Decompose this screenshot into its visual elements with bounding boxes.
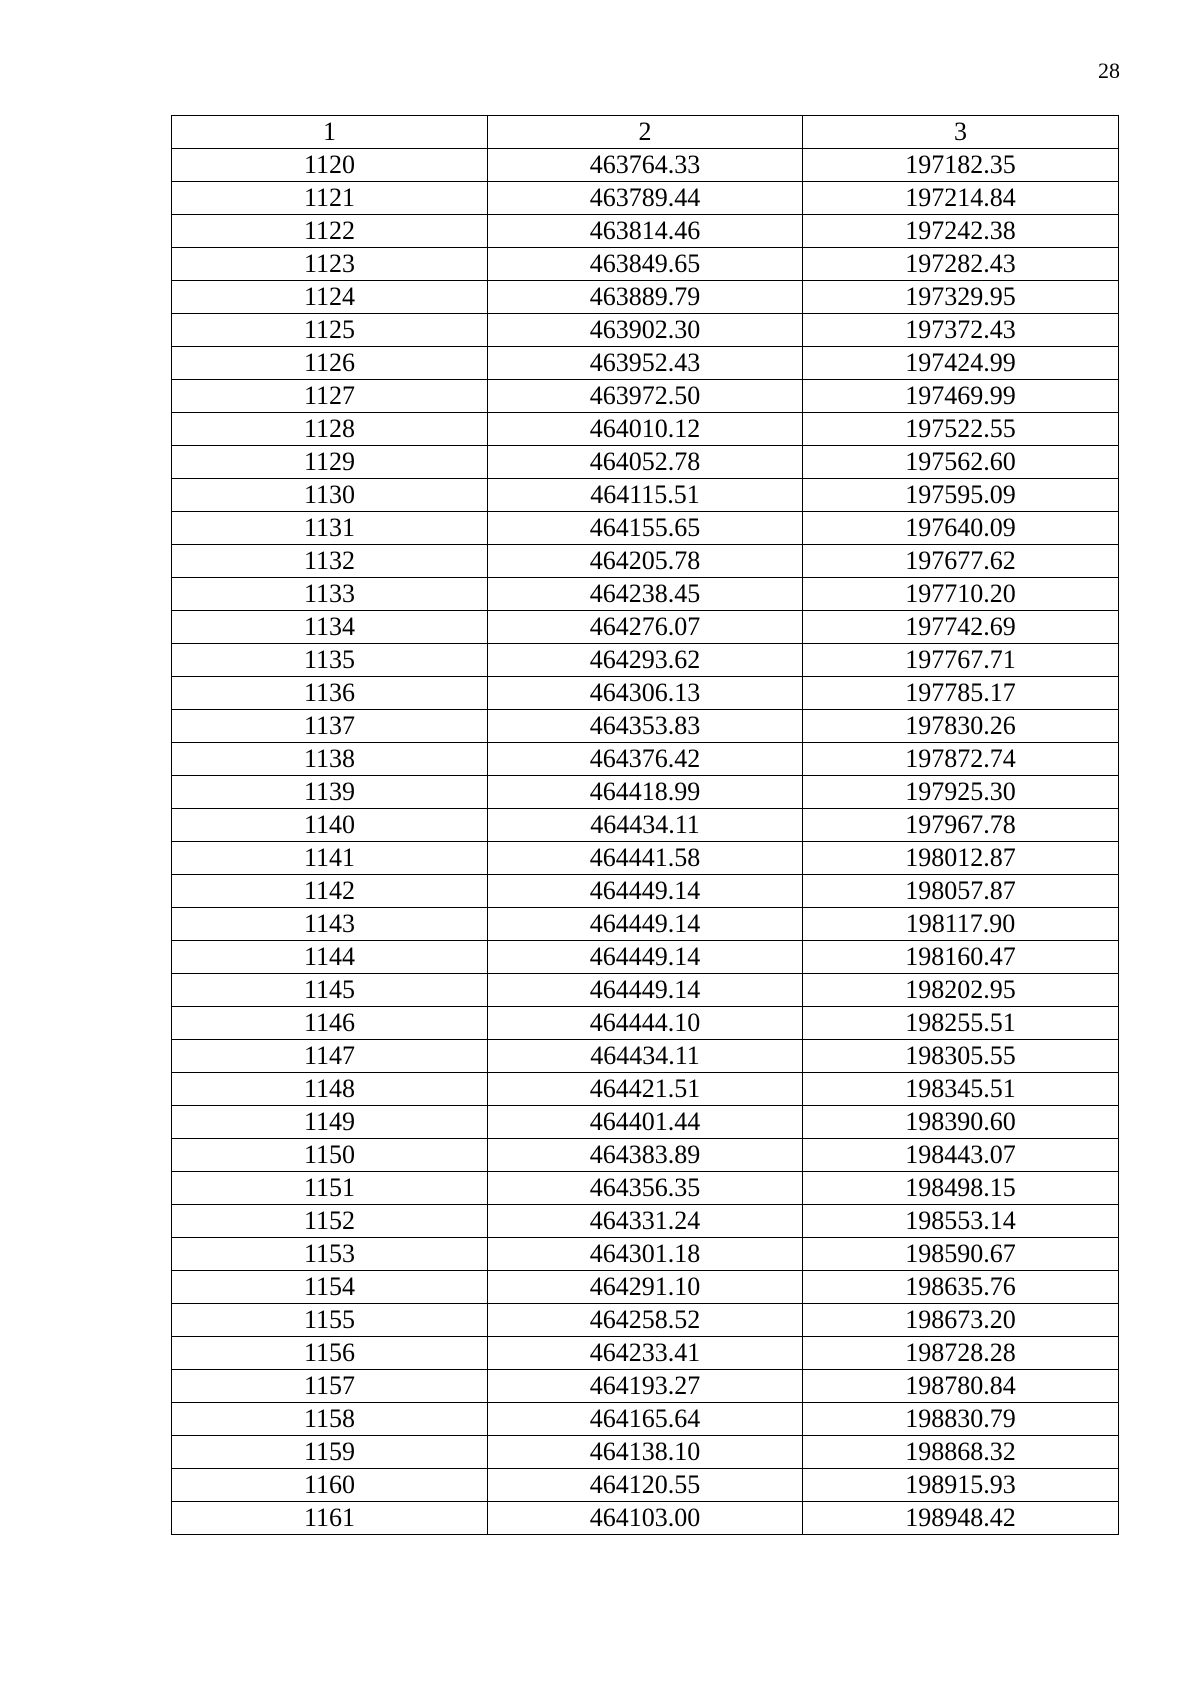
table-cell-col-2: 463889.79 (488, 281, 803, 314)
table-row (172, 446, 1119, 479)
table-cell-col-2: 464449.14 (488, 974, 803, 1007)
table-cell-col-2: 464383.89 (488, 1139, 803, 1172)
table-cell-col-3: 197214.84 (803, 182, 1119, 215)
column-header-2: 2 (488, 116, 803, 149)
table-cell-col-1: 1146 (172, 1007, 488, 1040)
table-row (172, 1040, 1119, 1073)
table-row (172, 380, 1119, 413)
table-cell-col-3: 198345.51 (803, 1073, 1119, 1106)
table-row (172, 1205, 1119, 1238)
table-cell-col-1: 1153 (172, 1238, 488, 1271)
table-row (172, 215, 1119, 248)
table-cell-col-2: 464155.65 (488, 512, 803, 545)
table-cell-col-3: 198915.93 (803, 1469, 1119, 1502)
table-cell-col-3: 198635.76 (803, 1271, 1119, 1304)
table-cell-col-1: 1156 (172, 1337, 488, 1370)
table-cell-col-2: 464205.78 (488, 545, 803, 578)
column-header-3: 3 (803, 116, 1119, 149)
table-cell-col-2: 464449.14 (488, 908, 803, 941)
table-cell-col-3: 198202.95 (803, 974, 1119, 1007)
table-cell-col-2: 464434.11 (488, 809, 803, 842)
table-cell-col-1: 1128 (172, 413, 488, 446)
table-cell-col-1: 1161 (172, 1502, 488, 1535)
table-cell-col-2: 463814.46 (488, 215, 803, 248)
table-row (172, 479, 1119, 512)
table-row (172, 644, 1119, 677)
table-cell-col-2: 464010.12 (488, 413, 803, 446)
table-row (172, 314, 1119, 347)
table-row (172, 149, 1119, 182)
table-cell-col-3: 197830.26 (803, 710, 1119, 743)
table-row (172, 1403, 1119, 1436)
table-cell-col-1: 1139 (172, 776, 488, 809)
table-cell-col-3: 198498.15 (803, 1172, 1119, 1205)
table-cell-col-1: 1132 (172, 545, 488, 578)
table-row (172, 809, 1119, 842)
table-cell-col-1: 1148 (172, 1073, 488, 1106)
table-cell-col-3: 197872.74 (803, 743, 1119, 776)
table-cell-col-3: 197424.99 (803, 347, 1119, 380)
column-header-1: 1 (172, 116, 488, 149)
table-row (172, 875, 1119, 908)
table-cell-col-2: 463764.33 (488, 149, 803, 182)
table-cell-col-2: 464444.10 (488, 1007, 803, 1040)
table-cell-col-2: 464238.45 (488, 578, 803, 611)
table-header-row (172, 116, 1119, 149)
table-row (172, 710, 1119, 743)
table-cell-col-1: 1157 (172, 1370, 488, 1403)
table-cell-col-3: 198948.42 (803, 1502, 1119, 1535)
table-cell-col-1: 1154 (172, 1271, 488, 1304)
table-cell-col-1: 1138 (172, 743, 488, 776)
table-cell-col-3: 198160.47 (803, 941, 1119, 974)
table-row (172, 611, 1119, 644)
table-cell-col-2: 464301.18 (488, 1238, 803, 1271)
table-row (172, 1304, 1119, 1337)
table-row (172, 1436, 1119, 1469)
table-cell-col-3: 198305.55 (803, 1040, 1119, 1073)
table-cell-col-3: 197640.09 (803, 512, 1119, 545)
table-cell-col-3: 198553.14 (803, 1205, 1119, 1238)
table-cell-col-3: 198443.07 (803, 1139, 1119, 1172)
table-cell-col-1: 1144 (172, 941, 488, 974)
table-cell-col-2: 464353.83 (488, 710, 803, 743)
table-cell-col-1: 1137 (172, 710, 488, 743)
table-cell-col-3: 197925.30 (803, 776, 1119, 809)
table-cell-col-2: 464449.14 (488, 875, 803, 908)
table-cell-col-3: 197677.62 (803, 545, 1119, 578)
table-row (172, 1271, 1119, 1304)
table-row (172, 1502, 1119, 1535)
table-cell-col-2: 464258.52 (488, 1304, 803, 1337)
table-cell-col-1: 1133 (172, 578, 488, 611)
table-cell-col-2: 464449.14 (488, 941, 803, 974)
table-cell-col-3: 198117.90 (803, 908, 1119, 941)
table-row (172, 1337, 1119, 1370)
table-cell-col-3: 197372.43 (803, 314, 1119, 347)
table-cell-col-1: 1160 (172, 1469, 488, 1502)
table-cell-col-3: 198868.32 (803, 1436, 1119, 1469)
table-cell-col-3: 198057.87 (803, 875, 1119, 908)
table-cell-col-1: 1147 (172, 1040, 488, 1073)
table-row (172, 413, 1119, 446)
table-row (172, 908, 1119, 941)
table-cell-col-2: 463849.65 (488, 248, 803, 281)
table-cell-col-1: 1124 (172, 281, 488, 314)
table-row (172, 974, 1119, 1007)
table-cell-col-3: 197595.09 (803, 479, 1119, 512)
table-row (172, 1073, 1119, 1106)
table-cell-col-2: 464115.51 (488, 479, 803, 512)
table-cell-col-2: 464418.99 (488, 776, 803, 809)
table-cell-col-3: 197785.17 (803, 677, 1119, 710)
table-cell-col-1: 1130 (172, 479, 488, 512)
table-row (172, 1007, 1119, 1040)
table-cell-col-3: 197562.60 (803, 446, 1119, 479)
table-cell-col-3: 197767.71 (803, 644, 1119, 677)
table-row (172, 677, 1119, 710)
table-cell-col-1: 1149 (172, 1106, 488, 1139)
coordinates-table (171, 115, 1119, 1535)
table-cell-col-1: 1155 (172, 1304, 488, 1337)
table-cell-col-1: 1143 (172, 908, 488, 941)
table-cell-col-2: 464052.78 (488, 446, 803, 479)
table-row (172, 347, 1119, 380)
table-cell-col-2: 463789.44 (488, 182, 803, 215)
table-cell-col-1: 1145 (172, 974, 488, 1007)
table-cell-col-1: 1158 (172, 1403, 488, 1436)
table-row (172, 776, 1119, 809)
table-row (172, 1172, 1119, 1205)
table-cell-col-2: 464331.24 (488, 1205, 803, 1238)
table-cell-col-2: 464138.10 (488, 1436, 803, 1469)
table-cell-col-2: 464276.07 (488, 611, 803, 644)
table-cell-col-3: 197282.43 (803, 248, 1119, 281)
table-cell-col-2: 464434.11 (488, 1040, 803, 1073)
table-row (172, 743, 1119, 776)
table-cell-col-1: 1136 (172, 677, 488, 710)
table-row (172, 545, 1119, 578)
table-cell-col-1: 1125 (172, 314, 488, 347)
table-cell-col-2: 464441.58 (488, 842, 803, 875)
table-cell-col-1: 1142 (172, 875, 488, 908)
page-number: 28 (1098, 58, 1120, 83)
table-body (172, 149, 1119, 1535)
table-cell-col-3: 197329.95 (803, 281, 1119, 314)
table-cell-col-1: 1141 (172, 842, 488, 875)
table-row (172, 1370, 1119, 1403)
table-cell-col-2: 463952.43 (488, 347, 803, 380)
table-cell-col-2: 464233.41 (488, 1337, 803, 1370)
table-cell-col-1: 1122 (172, 215, 488, 248)
table-row (172, 842, 1119, 875)
table-row (172, 1139, 1119, 1172)
table-row (172, 1106, 1119, 1139)
table-cell-col-1: 1152 (172, 1205, 488, 1238)
table-cell-col-2: 464356.35 (488, 1172, 803, 1205)
table-cell-col-3: 197242.38 (803, 215, 1119, 248)
table-cell-col-3: 198590.67 (803, 1238, 1119, 1271)
table-cell-col-3: 197469.99 (803, 380, 1119, 413)
table-cell-col-2: 464291.10 (488, 1271, 803, 1304)
table-row (172, 281, 1119, 314)
table-row (172, 248, 1119, 281)
table-cell-col-1: 1126 (172, 347, 488, 380)
table-cell-col-3: 198780.84 (803, 1370, 1119, 1403)
table-row (172, 182, 1119, 215)
table-cell-col-3: 197710.20 (803, 578, 1119, 611)
table-cell-col-2: 464293.62 (488, 644, 803, 677)
table-cell-col-1: 1140 (172, 809, 488, 842)
table-cell-col-3: 198673.20 (803, 1304, 1119, 1337)
table-cell-col-1: 1127 (172, 380, 488, 413)
table-row (172, 512, 1119, 545)
table-cell-col-3: 198830.79 (803, 1403, 1119, 1436)
table-cell-col-1: 1120 (172, 149, 488, 182)
table-cell-col-1: 1131 (172, 512, 488, 545)
table-cell-col-3: 197522.55 (803, 413, 1119, 446)
table-cell-col-1: 1150 (172, 1139, 488, 1172)
table-cell-col-3: 198012.87 (803, 842, 1119, 875)
table-cell-col-2: 463972.50 (488, 380, 803, 413)
table-cell-col-2: 464401.44 (488, 1106, 803, 1139)
table-cell-col-2: 464120.55 (488, 1469, 803, 1502)
table-row (172, 1238, 1119, 1271)
table-cell-col-2: 464165.64 (488, 1403, 803, 1436)
table-cell-col-1: 1151 (172, 1172, 488, 1205)
table-row (172, 578, 1119, 611)
table-cell-col-3: 198728.28 (803, 1337, 1119, 1370)
table-cell-col-1: 1134 (172, 611, 488, 644)
table-cell-col-1: 1123 (172, 248, 488, 281)
table-cell-col-1: 1159 (172, 1436, 488, 1469)
table-cell-col-2: 464103.00 (488, 1502, 803, 1535)
table-cell-col-2: 464421.51 (488, 1073, 803, 1106)
table-cell-col-1: 1121 (172, 182, 488, 215)
table-row (172, 1469, 1119, 1502)
table-cell-col-3: 198255.51 (803, 1007, 1119, 1040)
table-cell-col-3: 197742.69 (803, 611, 1119, 644)
table-row (172, 941, 1119, 974)
table-cell-col-2: 463902.30 (488, 314, 803, 347)
table-cell-col-2: 464376.42 (488, 743, 803, 776)
table-cell-col-3: 197967.78 (803, 809, 1119, 842)
table-cell-col-3: 197182.35 (803, 149, 1119, 182)
table-cell-col-1: 1135 (172, 644, 488, 677)
table-cell-col-2: 464193.27 (488, 1370, 803, 1403)
table-cell-col-1: 1129 (172, 446, 488, 479)
table-cell-col-2: 464306.13 (488, 677, 803, 710)
table-cell-col-3: 198390.60 (803, 1106, 1119, 1139)
